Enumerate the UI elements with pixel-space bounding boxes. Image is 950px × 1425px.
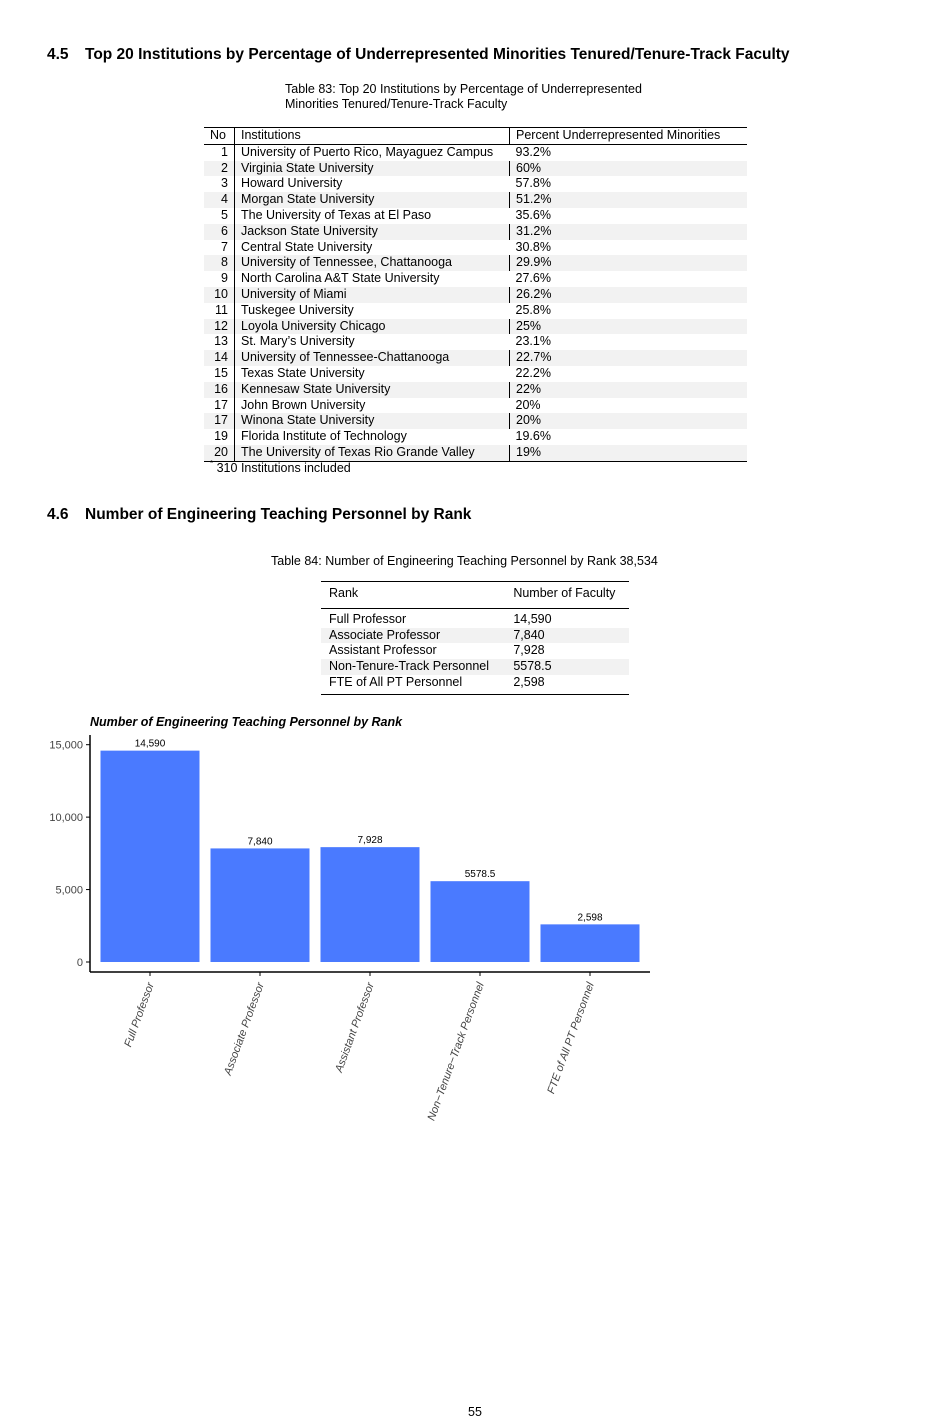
chart-title: Number of Engineering Teaching Personnel by Rank [90, 715, 403, 729]
row-no: 7 [221, 239, 228, 254]
row-institution: University of Puerto Rico, Mayaguez Campus [235, 144, 510, 160]
footnote-text: 310 Institutions included [216, 461, 351, 475]
table-row [204, 161, 747, 177]
table-row [204, 445, 747, 461]
row-no: 15 [214, 365, 228, 380]
row-institution: University of Tennessee, Chattanooga [235, 255, 510, 271]
row-rank: FTE of All PT Personnel [321, 675, 505, 694]
row-count: 7,928 [513, 643, 545, 658]
x-tick-label: Full Professor [122, 980, 157, 1049]
table-row [204, 334, 747, 350]
row-no: 6 [204, 224, 235, 240]
row-percent: 30.8% [515, 239, 551, 254]
row-institution: Florida Institute of Technology [235, 429, 510, 445]
x-tick-label: Assistant Professor [333, 980, 377, 1075]
y-tick-label: 15,000 [49, 739, 83, 752]
table-83-caption-line2: Minorities Tenured/Tenure-Track Faculty [285, 97, 508, 111]
row-institution: Tuskegee University [235, 303, 510, 319]
table-row [204, 429, 747, 445]
row-no: 19 [214, 429, 228, 444]
page-number: 55 [468, 1405, 482, 1419]
row-no: 8 [204, 255, 235, 271]
row-percent: 29.9% [510, 255, 748, 271]
data-label: 7,928 [357, 835, 383, 847]
row-percent: 27.6% [515, 271, 551, 286]
row-institution: North Carolina A&T State University [235, 271, 510, 287]
table-row [204, 271, 747, 287]
bar [431, 881, 530, 962]
row-no: 20 [204, 445, 235, 461]
table-row [204, 224, 747, 240]
row-institution: Howard University [235, 176, 510, 192]
bar-chart [0, 705, 700, 1145]
section-heading-4-5 [47, 46, 790, 64]
section-number: 4.5 [47, 46, 69, 63]
row-count: 14,590 [513, 611, 552, 626]
section-number: 4.6 [47, 506, 69, 523]
row-institution: Central State University [235, 240, 510, 256]
row-institution: Virginia State University [235, 161, 510, 177]
table-row [204, 144, 747, 160]
table-84 [321, 581, 629, 695]
table-row [204, 319, 747, 335]
row-percent: 51.2% [510, 192, 748, 208]
data-label: 7,840 [247, 836, 273, 848]
row-no: 16 [204, 382, 235, 398]
row-percent: 23.1% [515, 334, 551, 349]
y-tick-label: 0 [76, 957, 83, 969]
table-row [204, 350, 747, 366]
row-percent: 19.6% [515, 429, 551, 444]
row-no: 9 [221, 271, 228, 286]
row-percent: 22% [510, 382, 748, 398]
row-no: 2 [204, 161, 235, 177]
row-percent: 31.2% [510, 224, 748, 240]
row-institution: Jackson State University [235, 224, 510, 240]
section-title: Top 20 Institutions by Percentage of Underrepresented Minorities Tenured/Tenure-Track Faculty [85, 46, 790, 63]
section-heading-4-6 [47, 506, 471, 524]
bar [541, 924, 640, 962]
row-institution: John Brown University [235, 398, 510, 414]
table-83-caption-line1: Table 83: Top 20 Institutions by Percentage of Underrepresented [285, 82, 642, 96]
row-percent: 93.2% [515, 144, 551, 159]
bar [211, 848, 310, 962]
header-no: No [204, 128, 235, 145]
row-no: 3 [221, 176, 228, 191]
x-tick-label: Associate Professor [222, 980, 267, 1077]
table-row [321, 659, 629, 675]
row-percent: 60% [510, 161, 748, 177]
bar [101, 751, 200, 962]
row-count: 2,598 [505, 675, 629, 694]
row-percent: 19% [510, 445, 748, 461]
bar [321, 847, 420, 962]
row-percent: 25.8% [515, 302, 551, 317]
row-rank: Associate Professor [321, 628, 505, 644]
row-institution: The University of Texas at El Paso [235, 208, 510, 224]
y-tick-label: 5,000 [55, 884, 83, 897]
table-83-caption [285, 82, 642, 112]
row-institution: Kennesaw State University [235, 382, 510, 398]
table-row [204, 192, 747, 208]
row-percent: 26.2% [510, 287, 748, 303]
row-no: 11 [215, 302, 228, 317]
table-row [204, 176, 747, 192]
row-no: 17 [214, 397, 228, 412]
row-no: 5 [221, 207, 228, 222]
row-no: 10 [204, 287, 235, 303]
row-percent: 22.2% [515, 365, 551, 380]
row-institution: Winona State University [235, 413, 510, 429]
row-institution: Texas State University [235, 366, 510, 382]
row-percent: 25% [510, 319, 748, 335]
x-tick-label: FTE of All PT Personnel [545, 980, 597, 1096]
table-84-caption: Table 84: Number of Engineering Teaching Personnel by Rank 38,534 [271, 554, 658, 568]
row-no: 17 [204, 413, 235, 429]
row-no: 1 [221, 144, 228, 159]
row-rank: Full Professor [329, 611, 407, 626]
row-count: 5578.5 [505, 659, 629, 675]
row-no: 13 [214, 334, 228, 349]
header-percent: Percent Underrepresented Minorities [510, 128, 748, 145]
table-83-footnote [210, 461, 351, 475]
row-institution: University of Miami [235, 287, 510, 303]
x-tick-label: Non−Tenure−Track Personnel [425, 980, 487, 1123]
table-row [321, 608, 629, 627]
data-label: 14,590 [134, 738, 166, 750]
table-row [321, 643, 629, 659]
row-no: 4 [204, 192, 235, 208]
table-row [204, 303, 747, 319]
table-row [204, 366, 747, 382]
table-row [204, 240, 747, 256]
table-row [321, 675, 629, 694]
row-institution: Morgan State University [235, 192, 510, 208]
row-no: 12 [204, 319, 235, 335]
section-title: Number of Engineering Teaching Personnel by Rank [85, 506, 472, 523]
header-institutions: Institutions [235, 128, 510, 145]
row-percent: 20% [515, 397, 541, 412]
table-row [204, 382, 747, 398]
row-institution: St. Mary’s University [235, 334, 510, 350]
table-row [204, 255, 747, 271]
row-no: 14 [204, 350, 235, 366]
y-tick-label: 10,000 [49, 812, 83, 825]
table-row [204, 208, 747, 224]
row-institution: University of Tennessee-Chattanooga [235, 350, 510, 366]
data-label: 2,598 [577, 912, 603, 924]
row-institution: The University of Texas Rio Grande Valley [235, 445, 510, 461]
data-label: 5578.5 [464, 869, 496, 881]
table-row [204, 287, 747, 303]
row-percent: 35.6% [515, 207, 551, 222]
header-number-of-faculty: Number of Faculty [505, 582, 629, 609]
header-rank: Rank [321, 582, 505, 609]
table-row [204, 413, 747, 429]
table-row [204, 398, 747, 414]
row-rank: Non-Tenure-Track Personnel [321, 659, 505, 675]
row-percent: 22.7% [510, 350, 748, 366]
row-institution: Loyola University Chicago [235, 319, 510, 335]
row-percent: 20% [510, 413, 748, 429]
table-row [321, 628, 629, 644]
row-percent: 57.8% [515, 176, 551, 191]
footnote-mark: * [210, 459, 214, 468]
table-83 [204, 127, 747, 462]
row-rank: Assistant Professor [329, 643, 437, 658]
row-count: 7,840 [505, 628, 629, 644]
